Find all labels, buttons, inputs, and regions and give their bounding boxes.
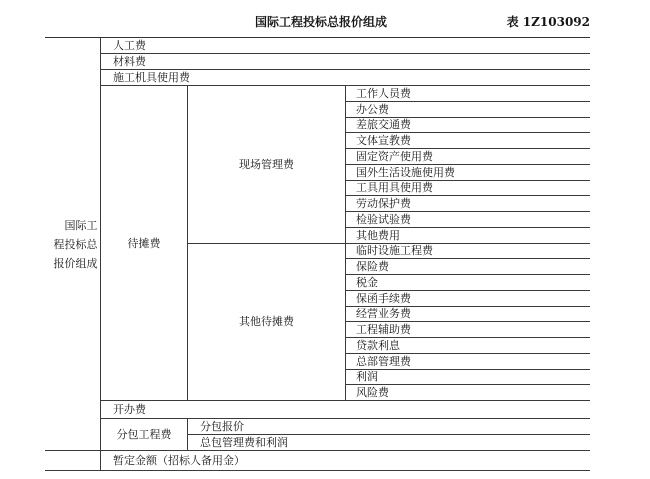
cost-composition-table [45,37,590,471]
site-management-item: 工具用具使用费 [345,181,590,197]
site-management-item: 差旅交通费 [345,118,590,134]
other-allocated-item: 临时设施工程费 [345,244,590,260]
subcontract-label: 分包工程费 [100,419,187,451]
table-title: 国际工程投标总报价组成 [255,15,388,29]
site-management-label: 现场管理费 [187,86,345,244]
other-allocated-item: 工程辅助费 [345,322,590,338]
machinery-cost-row: 施工机具使用费 [100,70,590,86]
labor-cost-row: 人工费 [100,38,590,54]
site-management-item: 其他费用 [345,228,590,244]
root-label: 国际工程投标总报价组成 [53,218,98,270]
site-management-item: 文体宣教费 [345,133,590,149]
empty-root-cell [45,451,100,471]
provisional-sum-row: 暂定金额（招标人备用金） [100,451,590,471]
startup-fee-row: 开办费 [100,401,590,419]
other-allocated-item: 风险费 [345,385,590,401]
other-allocated-item: 经营业务费 [345,307,590,323]
site-management-item: 办公费 [345,102,590,118]
table-number: 表 1Z103092 [506,15,590,29]
other-allocated-label: 其他待摊费 [187,244,345,402]
subcontract-item: 分包报价 [187,419,590,435]
other-allocated-item: 保函手续费 [345,291,590,307]
other-allocated-item: 税金 [345,275,590,291]
site-management-item: 固定资产使用费 [345,149,590,165]
subcontract-item: 总包管理费和利润 [187,435,590,451]
other-allocated-item: 贷款利息 [345,338,590,354]
material-cost-row: 材料费 [100,54,590,70]
site-management-item: 劳动保护费 [345,196,590,212]
allocated-cost-label: 待摊费 [100,86,187,401]
other-allocated-item: 利润 [345,370,590,386]
site-management-item: 检验试验费 [345,212,590,228]
site-management-item: 国外生活设施使用费 [345,165,590,181]
other-allocated-item: 保险费 [345,259,590,275]
site-management-item: 工作人员费 [345,86,590,102]
root-label-cell [45,38,100,451]
other-allocated-item: 总部管理费 [345,354,590,370]
